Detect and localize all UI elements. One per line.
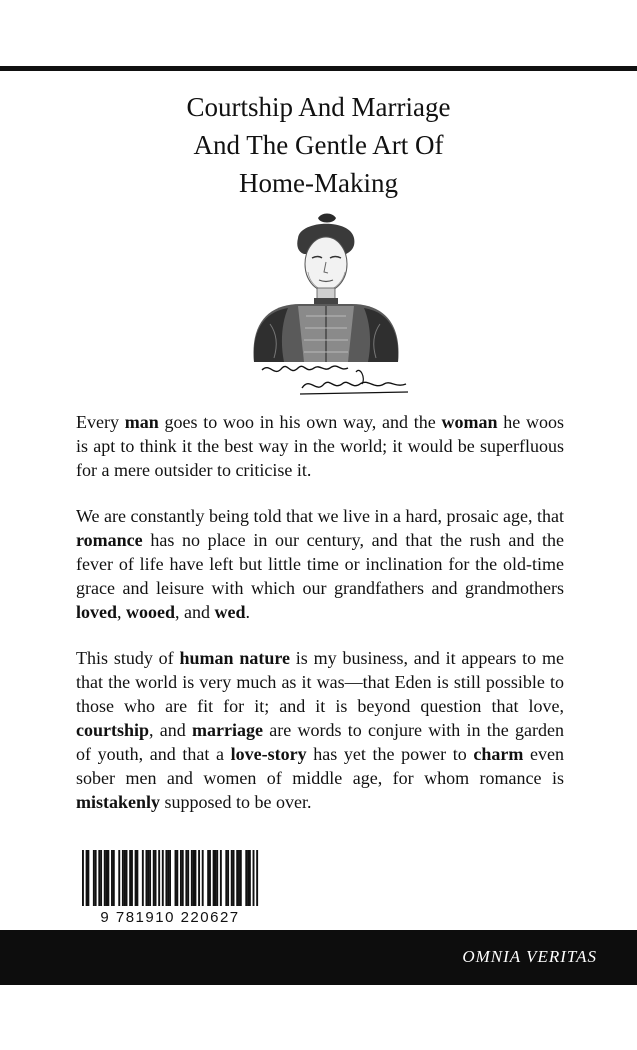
title-line-3: Home-Making — [239, 168, 398, 198]
barcode-digits: 9 781910 220627 — [100, 909, 240, 926]
barcode-bar — [240, 850, 242, 906]
barcode-bar — [98, 850, 100, 906]
barcode-bar — [185, 850, 187, 906]
barcode-bar — [209, 850, 211, 906]
barcode-bar — [129, 850, 131, 906]
barcode-bar — [214, 850, 216, 906]
barcode-bar — [82, 850, 84, 906]
book-title — [0, 88, 637, 202]
barcode-bar — [187, 850, 189, 906]
barcode-bar — [238, 850, 240, 906]
barcode-bar — [147, 850, 149, 906]
publisher-logo: OMNIA VERITAS — [462, 947, 597, 966]
barcode-bars — [82, 850, 258, 906]
barcode-bar — [118, 850, 120, 906]
barcode-bar — [245, 850, 247, 906]
back-cover-blurb — [76, 410, 564, 836]
barcode-bar — [93, 850, 95, 906]
barcode-bar — [86, 850, 88, 906]
title-line-1: Courtship And Marriage — [186, 92, 451, 122]
barcode-bar — [135, 850, 137, 906]
barcode-bar — [198, 850, 200, 906]
barcode-bar — [95, 850, 97, 906]
barcode-bar — [149, 850, 151, 906]
barcode-bar — [213, 850, 215, 906]
barcode-bar — [220, 850, 222, 906]
barcode-bar — [175, 850, 177, 906]
barcode-bar — [176, 850, 178, 906]
barcode-bar — [126, 850, 128, 906]
barcode-bar — [167, 850, 169, 906]
barcode-bar — [113, 850, 115, 906]
barcode-bar — [193, 850, 195, 906]
title-line-2: And The Gentle Art Of — [193, 130, 444, 160]
barcode-bar — [165, 850, 167, 906]
barcode-bar — [100, 850, 102, 906]
barcode-bar — [191, 850, 193, 906]
barcode-bar — [236, 850, 238, 906]
barcode-bar — [155, 850, 157, 906]
barcode-bar — [207, 850, 209, 906]
blurb-paragraph-2: We are constantly being told that we live in a hard, prosaic age, that romance has no place in our century, and that the rush and the fever of life have left but little time or inclination for the old-time grace and leisure with which our grandfathers and grandmothers loved, wooed, and wed. — [76, 506, 564, 622]
barcode-bar — [107, 850, 109, 906]
barcode-bar — [216, 850, 218, 906]
barcode-bar — [202, 850, 204, 906]
barcode-bar — [249, 850, 251, 906]
barcode-bar — [142, 850, 144, 906]
barcode-bar — [87, 850, 89, 906]
barcode-bar — [131, 850, 133, 906]
barcode-bar — [153, 850, 155, 906]
barcode-bar — [111, 850, 113, 906]
barcode-bar — [158, 850, 160, 906]
blurb-paragraph-3: This study of human nature is my business, and it appears to me that the world is very much as it was—that Eden is still possible to those who are fit for it; and it is beyond question that love, courtship, and marriage are words to conjure with in the garden of youth, and that a love-story has yet the power to charm even sober men and women of middle age, for whom romance is mistakenly supposed to be over. — [76, 648, 564, 812]
barcode-bar — [169, 850, 171, 906]
barcode-bar — [146, 850, 148, 906]
barcode-bar — [247, 850, 249, 906]
barcode-bar — [225, 850, 227, 906]
barcode-bar — [124, 850, 126, 906]
top-rule — [0, 66, 637, 71]
barcode-bar — [233, 850, 235, 906]
author-portrait — [240, 212, 410, 397]
blurb-paragraph-1: Every man goes to woo in his own way, and the woman he woos is apt to think it the best way in the world; it would be superfluous for a mere outsider to criticise it. — [76, 412, 564, 480]
barcode-bar — [106, 850, 108, 906]
barcode-bar — [162, 850, 164, 906]
barcode-bar — [182, 850, 184, 906]
barcode-bar — [122, 850, 124, 906]
barcode-bar — [194, 850, 196, 906]
barcode-bar — [256, 850, 258, 906]
isbn-barcode — [70, 850, 270, 926]
barcode-bar — [253, 850, 255, 906]
barcode-bar — [227, 850, 229, 906]
barcode-bar — [136, 850, 138, 906]
barcode-bar — [104, 850, 106, 906]
barcode-bar — [231, 850, 233, 906]
barcode-bar — [180, 850, 182, 906]
